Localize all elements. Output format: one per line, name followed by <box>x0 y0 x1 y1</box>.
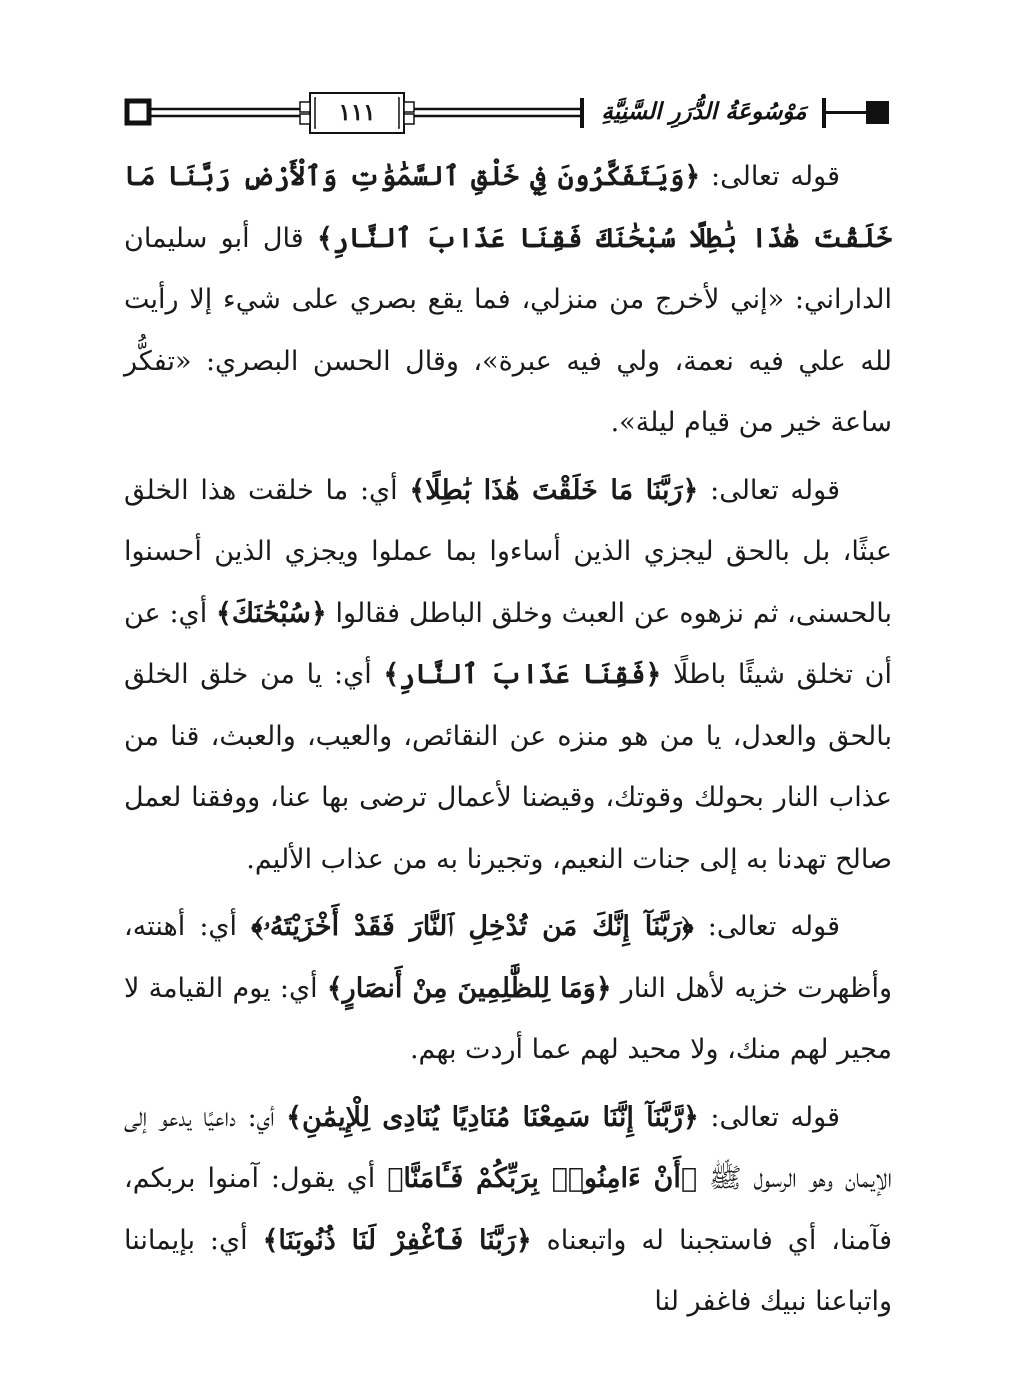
text-segment: أي يقول: آمنوا بربكم، فآمنا، أي فاستجبنا له واتبعناه <box>124 1163 892 1256</box>
paragraph <box>124 460 892 891</box>
text-segment: قال أبو سليمان الداراني: «إني لأخرج من منزلي، فما يقع بصري على شيء إلا رأيت لله علي فيه نعمة، ولي فيه عبرة»، وقال الحسن البصري: «تفكُّر ساعة خير من قيام ليلة». <box>124 222 892 438</box>
quran-verse: ﴿رَّبَّنَآ إِنَّنَا سَمِعْنَا مُنَادِيًا يُنَادِى لِلْإِيمَٰنِ﴾ <box>286 1101 699 1133</box>
text-segment: أي: أهنته، وأظهرت خزيه لأهل النار <box>124 911 892 1004</box>
quran-verse: ﴿فَقِنَا عَذَابَ ٱلنَّارِ﴾ <box>383 659 662 690</box>
text-segment: قوله تعالى: <box>698 474 840 506</box>
page-body <box>124 146 892 1339</box>
text-segment: أي: عن أن تخلق شيئًا باطلًا <box>124 597 892 690</box>
paragraph <box>124 896 892 1081</box>
quran-verse: ﴿وَمَا لِلظَّٰلِمِينَ مِنْ أَنصَارٍ﴾ <box>326 972 612 1004</box>
text-segment: أي: يا من خلق الخلق بالحق والعدل، يا من هو منزه عن النقائص، والعيب، والعبث، قنا من عذاب النار بحولك وقوتك، وقيضنا لأعمال ترضى بها عنا، ووفقنا لعمل صالح تهدنا به إلى جنات النعيم، وتجيرنا به من عذاب الأليم. <box>124 659 892 875</box>
quran-verse: ﴿وَيَتَفَكَّرُونَ فِي خَلْقِ ٱلسَّمَٰوَٰتِ وَٱلْأَرْضِ رَبَّنَا مَا خَلَقْتَ هَٰذَا بَٰطِلًا سُبْحَٰنَكَ فَقِنَا عَذَابَ ٱلنَّارِ﴾ <box>124 161 892 254</box>
quran-verse: ﴿رَبَّنَا مَا خَلَقْتَ هَٰذَا بَٰطِلًا﴾ <box>409 474 699 506</box>
paragraph <box>124 1087 892 1333</box>
page-header <box>124 88 892 138</box>
text-segment: أي: بإيماننا واتباعنا نبيك فاغفر لنا <box>124 1224 892 1317</box>
text-segment: أي: داعيًا يدعو إلى الإيمان وهو الرسول ﷺ <box>124 1101 892 1194</box>
page-number: ١١١ <box>316 97 398 129</box>
text-segment: أي: يوم القيامة لا مجير لهم منك، ولا محيد لهم عما أردت بهم. <box>124 972 892 1065</box>
text-segment: قوله تعالى: <box>698 1101 840 1133</box>
text-segment: قوله تعالى: <box>693 911 840 942</box>
book-title: مَوْسُوعَةُ الدُّرَرِ السَّنِيَّةِ <box>586 88 822 136</box>
text-segment: قوله تعالى: <box>700 161 840 192</box>
quran-verse: ﴿رَبَّنَا فَٱغْفِرْ لَنَا ذُنُوبَنَا﴾ <box>262 1224 532 1256</box>
quran-verse: ﴿سُبْحَٰنَكَ﴾ <box>216 597 327 629</box>
quran-verse: ﴿رَبَّنَآ إِنَّكَ مَن تُدْخِلِ ٱلنَّارَ فَقَدْ أَخْزَيْتَهُۥ﴾ <box>251 911 694 942</box>
quran-verse: ﴿أَنْ ءَامِنُوا۟ بِرَبِّكُمْ فَـَٔامَنَّا﴾ <box>387 1163 698 1194</box>
text-segment: أي: ما خلقت هذا الخلق عبثًا، بل بالحق ليجزي الذين أساءوا بما عملوا ويجزي الذين أحسنوا بالحسنى، ثم نزهوه عن العبث وخلق الباطل فقالوا <box>124 474 892 629</box>
paragraph <box>124 146 892 454</box>
